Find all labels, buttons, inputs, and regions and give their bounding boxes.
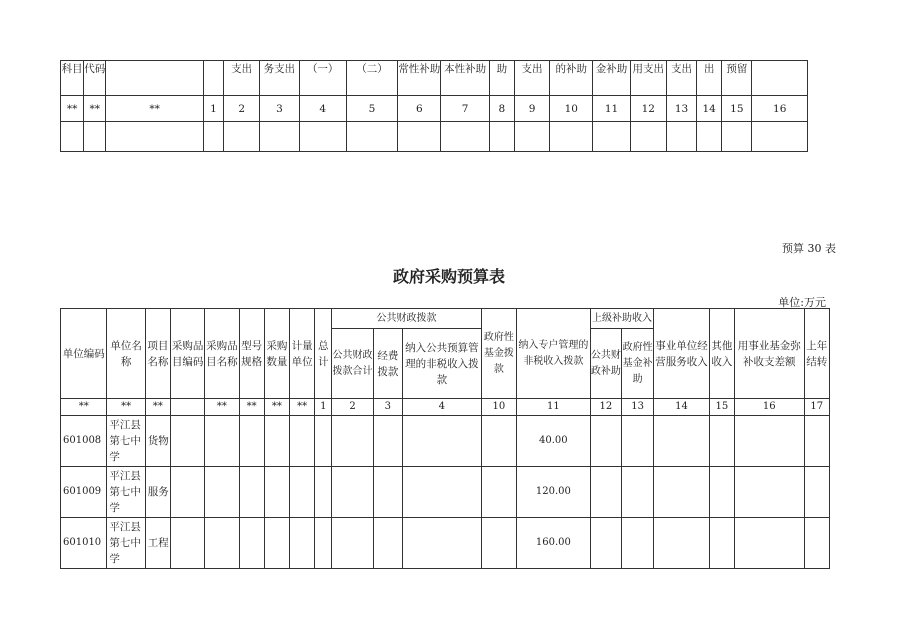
empty-cell: [373, 518, 402, 569]
prev-index-cell: 13: [666, 96, 696, 122]
empty-cell: [481, 416, 516, 467]
index-cell: 3: [373, 399, 402, 416]
index-cell: 14: [654, 399, 710, 416]
prev-header-cell: 助: [489, 61, 514, 96]
prev-header-cell: [752, 61, 808, 96]
prev-index-cell: **: [84, 96, 106, 122]
empty-cell: [621, 416, 653, 467]
empty-cell: [239, 416, 264, 467]
empty-cell: [299, 122, 346, 152]
empty-cell: [239, 518, 264, 569]
prev-header-cell: （二）: [346, 61, 397, 96]
table-row: [61, 416, 830, 467]
index-cell: 17: [804, 399, 829, 416]
header-measure-unit: 计量单位: [290, 309, 315, 399]
header-item-name: 项目名称: [145, 309, 170, 399]
empty-cell: [224, 122, 260, 152]
prev-header-cell: 科目: [61, 61, 84, 96]
empty-cell: [489, 122, 514, 152]
prev-index-cell: 6: [398, 96, 441, 122]
prev-header-cell: 金补助: [593, 61, 630, 96]
empty-cell: [264, 518, 289, 569]
empty-cell: [654, 416, 710, 467]
empty-cell: [290, 416, 315, 467]
empty-cell: [441, 122, 489, 152]
header-superior-subsidy-group: 上级补助收入: [590, 309, 654, 329]
index-cell: **: [107, 399, 145, 416]
empty-cell: [593, 122, 630, 152]
prev-index-cell: 9: [514, 96, 549, 122]
empty-cell: [239, 467, 264, 518]
prev-header-row: [61, 61, 808, 96]
header-operating-funds: 经费拨款: [373, 329, 402, 399]
index-cell: **: [264, 399, 289, 416]
item-name-cell: 货物: [145, 416, 170, 467]
empty-cell: [590, 518, 621, 569]
empty-cell: [205, 416, 239, 467]
prev-header-cell: 支出: [666, 61, 696, 96]
empty-cell: [804, 416, 829, 467]
empty-cell: [264, 416, 289, 467]
empty-cell: [709, 467, 734, 518]
empty-cell: [290, 518, 315, 569]
index-cell: 11: [517, 399, 591, 416]
empty-cell: [332, 467, 373, 518]
index-cell: 15: [709, 399, 734, 416]
special-account-cell: 160.00: [517, 518, 591, 569]
header-purchase-name: 采购品目名称: [205, 309, 239, 399]
empty-cell: [170, 518, 204, 569]
header-business-income: 事业单位经营服务收入: [654, 309, 710, 399]
prev-index-cell: 16: [752, 96, 808, 122]
index-cell: **: [239, 399, 264, 416]
table-number: 预算 30 表: [782, 242, 836, 255]
index-cell: 1: [315, 399, 332, 416]
empty-cell: [346, 122, 397, 152]
empty-cell: [734, 467, 804, 518]
unit-name-cell: 平江县第七中学: [107, 467, 145, 518]
empty-cell: [804, 467, 829, 518]
index-cell: **: [205, 399, 239, 416]
empty-cell: [315, 467, 332, 518]
empty-cell: [264, 467, 289, 518]
prev-index-cell: **: [61, 96, 84, 122]
empty-cell: [666, 122, 696, 152]
empty-cell: [734, 518, 804, 569]
header-other-income: 其他收入: [709, 309, 734, 399]
empty-cell: [170, 467, 204, 518]
prev-index-cell: 5: [346, 96, 397, 122]
prev-index-cell: 11: [593, 96, 630, 122]
index-cell: 13: [621, 399, 653, 416]
empty-cell: [205, 518, 239, 569]
unit-name-cell: 平江县第七中学: [107, 416, 145, 467]
header-fund-gap: 用事业基金弥补收支差额: [734, 309, 804, 399]
empty-cell: [403, 518, 482, 569]
prev-empty-row: [61, 122, 808, 152]
empty-cell: [481, 518, 516, 569]
prev-index-cell: 2: [224, 96, 260, 122]
empty-cell: [734, 416, 804, 467]
empty-cell: [709, 416, 734, 467]
empty-cell: [373, 467, 402, 518]
empty-cell: [403, 416, 482, 467]
unit-code-cell: 601009: [61, 467, 107, 518]
empty-cell: [84, 122, 106, 152]
empty-cell: [260, 122, 299, 152]
item-name-cell: 工程: [145, 518, 170, 569]
header-special-account: 纳入专户管理的非税收入拨款: [517, 309, 591, 399]
prev-index-cell: 14: [697, 96, 722, 122]
empty-cell: [170, 416, 204, 467]
empty-cell: [61, 122, 84, 152]
header-superior-gov-fund: 政府性基金补助: [621, 329, 653, 399]
prev-index-cell: 3: [260, 96, 299, 122]
header-gov-fund: 政府性基金拨款: [481, 309, 516, 399]
empty-cell: [590, 467, 621, 518]
prev-header-cell: 务支出: [260, 61, 299, 96]
empty-cell: [398, 122, 441, 152]
empty-cell: [752, 122, 808, 152]
unit-label: 单位:万元: [778, 296, 826, 309]
prev-header-cell: 代码: [84, 61, 106, 96]
prev-index-row: [61, 96, 808, 122]
empty-cell: [804, 518, 829, 569]
empty-cell: [722, 122, 752, 152]
header-public-finance-group: 公共财政拨款: [332, 309, 481, 329]
prev-index-cell: **: [106, 96, 204, 122]
empty-cell: [106, 122, 204, 152]
empty-cell: [205, 467, 239, 518]
empty-cell: [514, 122, 549, 152]
empty-cell: [654, 518, 710, 569]
index-cell: 12: [590, 399, 621, 416]
header-superior-public: 公共财政补助: [590, 329, 621, 399]
prev-header-cell: 的补助: [550, 61, 593, 96]
prev-header-cell: 支出: [514, 61, 549, 96]
special-account-cell: 120.00: [517, 467, 591, 518]
index-cell: 10: [481, 399, 516, 416]
header-unit-code: 单位编码: [61, 309, 107, 399]
empty-cell: [332, 518, 373, 569]
header-model-spec: 型号规格: [239, 309, 264, 399]
procurement-budget-table: [60, 308, 830, 569]
empty-cell: [621, 467, 653, 518]
empty-cell: [630, 122, 666, 152]
unit-code-cell: 601010: [61, 518, 107, 569]
prev-header-cell: 出: [697, 61, 722, 96]
index-cell: **: [61, 399, 107, 416]
prev-index-cell: 15: [722, 96, 752, 122]
empty-cell: [373, 416, 402, 467]
prev-header-cell: 常性补助: [398, 61, 441, 96]
unit-code-cell: 601008: [61, 416, 107, 467]
header-public-finance-total: 公共财政拨款合计: [332, 329, 373, 399]
empty-cell: [654, 467, 710, 518]
prev-header-cell: 预留: [722, 61, 752, 96]
header-purchase-qty: 采购数量: [264, 309, 289, 399]
empty-cell: [403, 467, 482, 518]
prev-index-cell: 7: [441, 96, 489, 122]
prev-header-cell: 本性补助: [441, 61, 489, 96]
prev-header-cell: （一）: [299, 61, 346, 96]
empty-cell: [290, 467, 315, 518]
empty-cell: [203, 122, 223, 152]
empty-cell: [315, 518, 332, 569]
item-name-cell: 服务: [145, 467, 170, 518]
prev-index-cell: 4: [299, 96, 346, 122]
index-cell: 16: [734, 399, 804, 416]
empty-cell: [481, 467, 516, 518]
page-title: 政府采购预算表: [392, 267, 505, 286]
header-row-1: [61, 309, 830, 329]
empty-cell: [332, 416, 373, 467]
prev-header-cell: 支出: [224, 61, 260, 96]
prev-header-cell: [106, 61, 204, 96]
empty-cell: [590, 416, 621, 467]
unit-name-cell: 平江县第七中学: [107, 518, 145, 569]
header-total: 总计: [315, 309, 332, 399]
previous-page-table: [60, 60, 808, 152]
empty-cell: [709, 518, 734, 569]
empty-cell: [315, 416, 332, 467]
table-row: [61, 518, 830, 569]
header-unit-name: 单位名称: [107, 309, 145, 399]
index-cell: **: [145, 399, 170, 416]
header-non-tax-budget: 纳入公共预算管理的非税收入拨款: [403, 329, 482, 399]
header-carryover: 上年结转: [804, 309, 829, 399]
index-cell: 4: [403, 399, 482, 416]
index-cell: [170, 399, 204, 416]
prev-header-cell: [203, 61, 223, 96]
index-cell: 2: [332, 399, 373, 416]
empty-cell: [621, 518, 653, 569]
prev-index-cell: 12: [630, 96, 666, 122]
prev-index-cell: 1: [203, 96, 223, 122]
index-row: [61, 399, 830, 416]
empty-cell: [550, 122, 593, 152]
prev-index-cell: 8: [489, 96, 514, 122]
prev-index-cell: 10: [550, 96, 593, 122]
header-purchase-code: 采购品目编码: [170, 309, 204, 399]
empty-cell: [697, 122, 722, 152]
table-row: [61, 467, 830, 518]
prev-header-cell: 用支出: [630, 61, 666, 96]
special-account-cell: 40.00: [517, 416, 591, 467]
index-cell: **: [290, 399, 315, 416]
